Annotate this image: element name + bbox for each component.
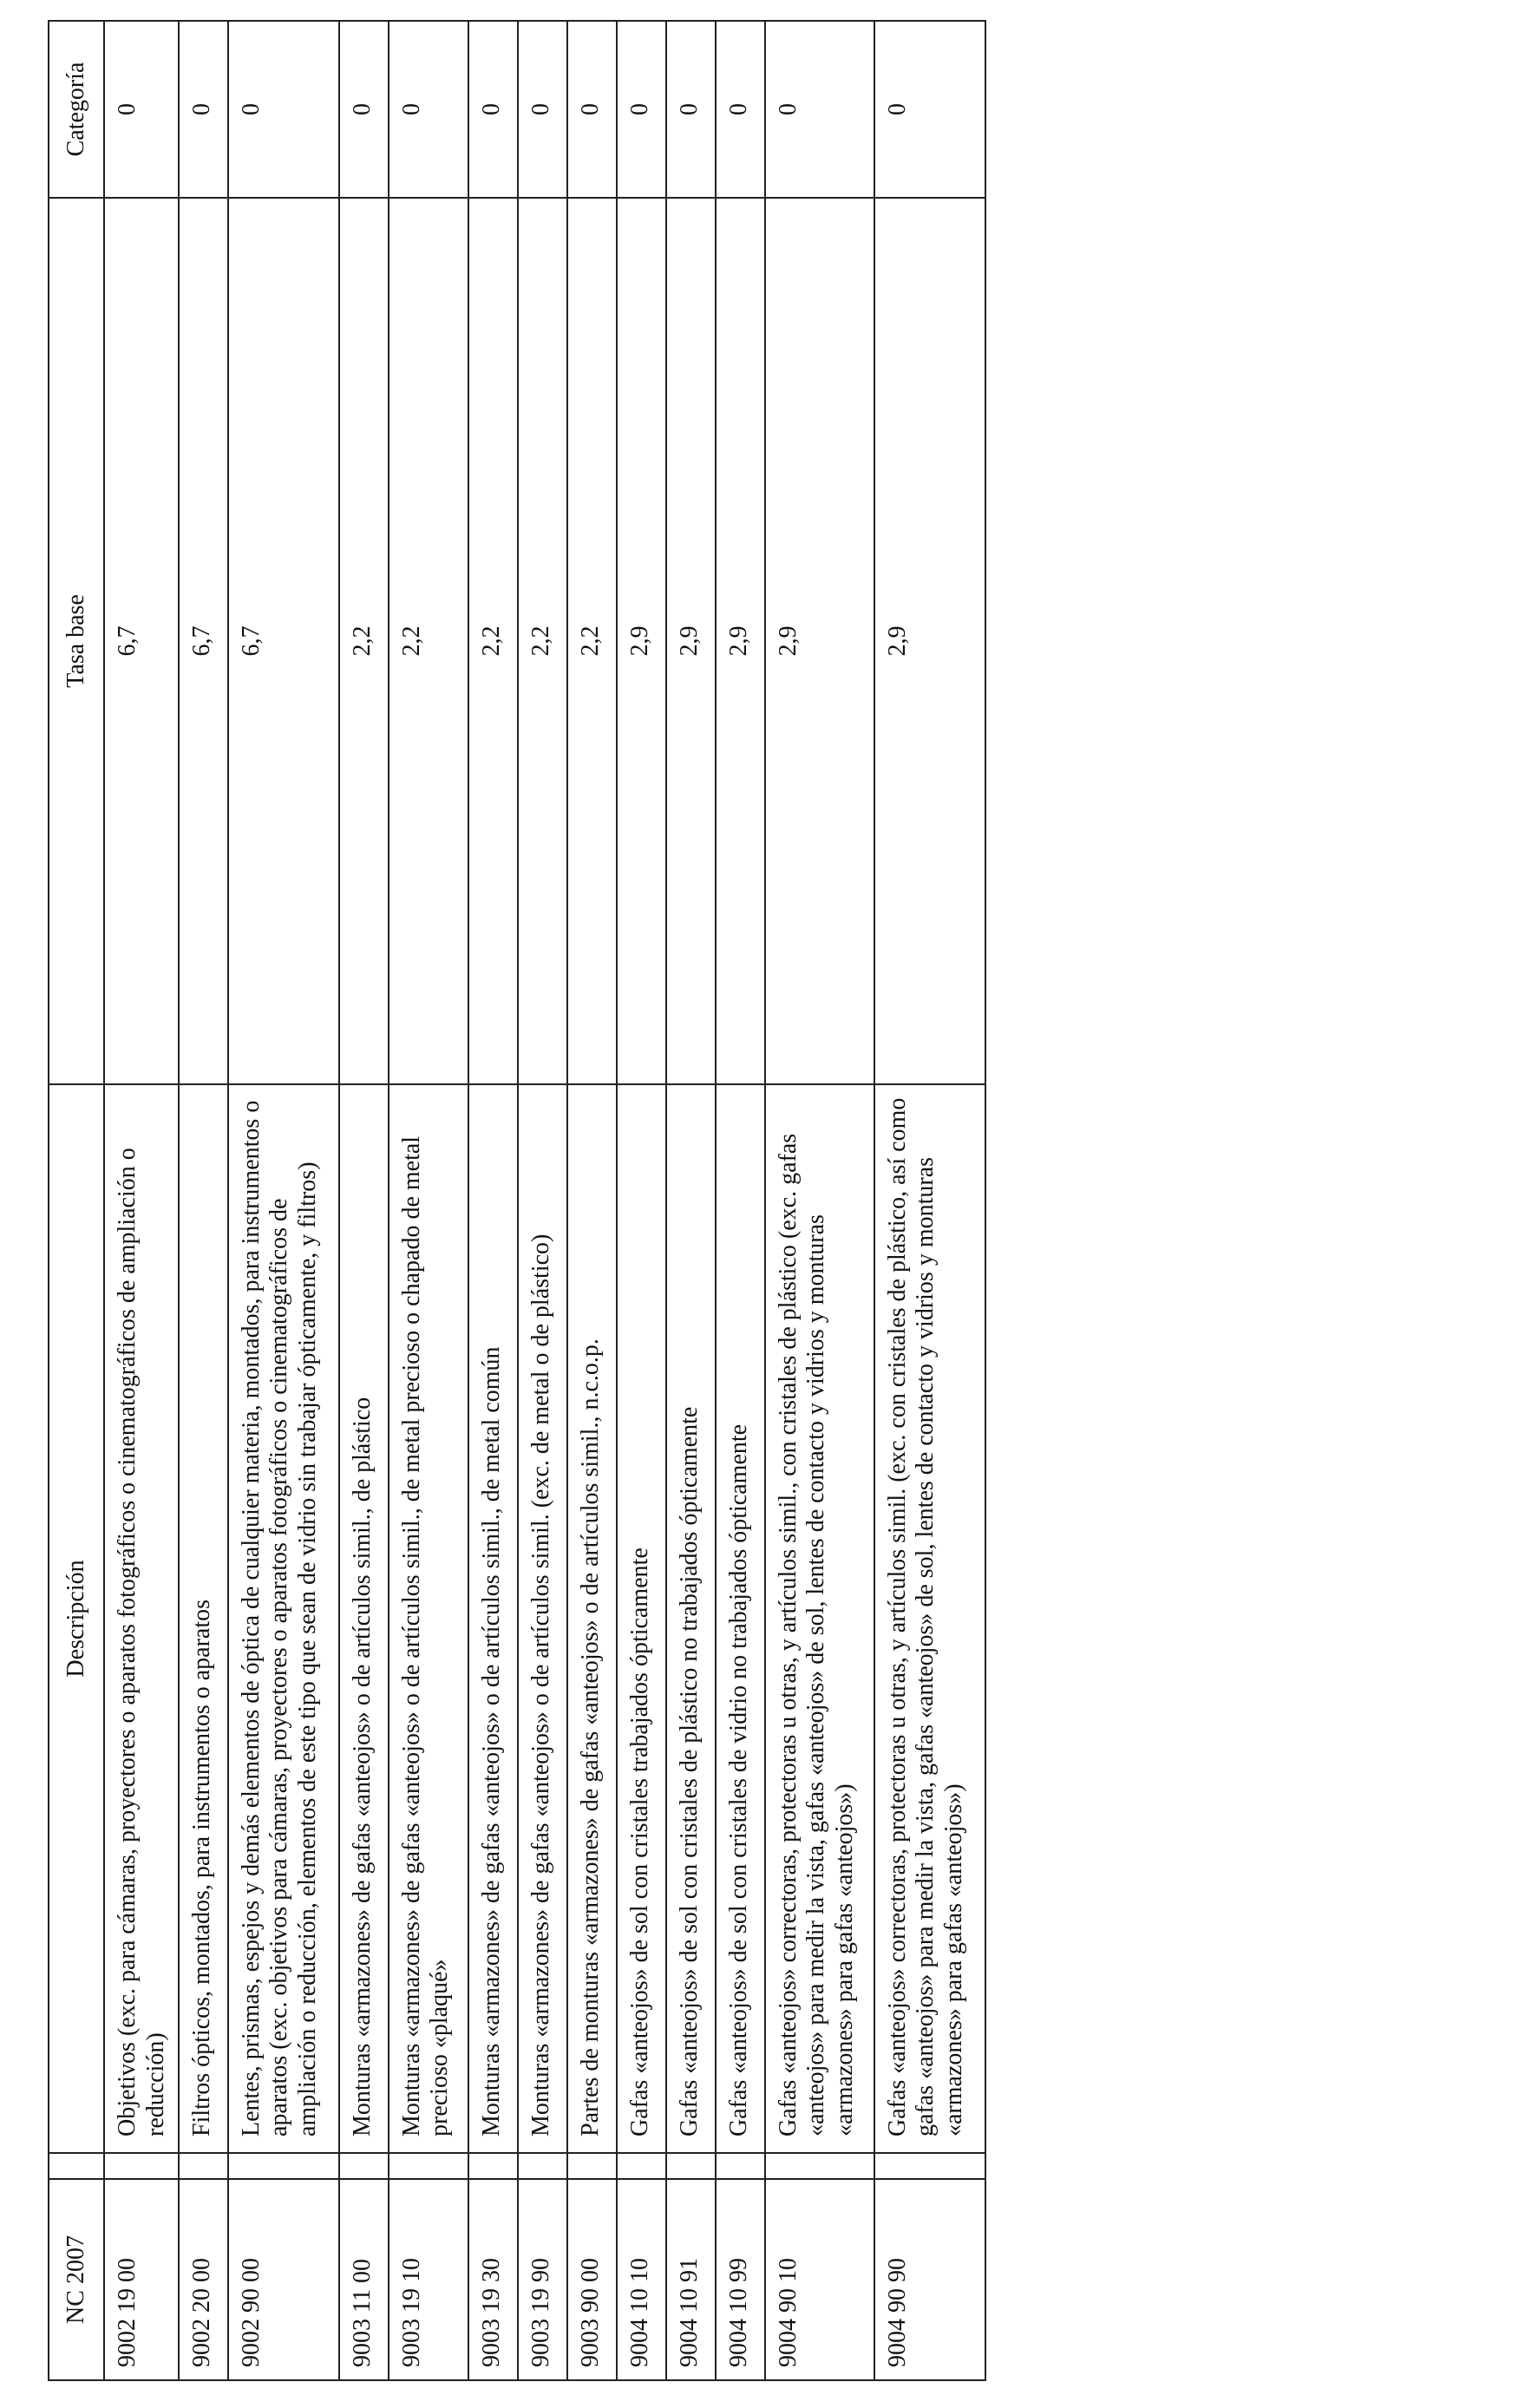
nc-cell: 9002 20 00 [179,2179,228,2380]
spacer-cell [104,2153,179,2179]
header-description: Descripción [49,1084,104,2153]
header-spacer [49,2153,104,2179]
spacer-cell [228,2153,339,2179]
base-rate-cell: 2,2 [339,198,389,1084]
category-cell: 0 [228,21,339,198]
spacer-cell [339,2153,389,2179]
category-cell: 0 [666,21,716,198]
base-rate-cell: 6,7 [179,198,228,1084]
base-rate-cell: 2,9 [874,198,985,1084]
nc-cell: 9004 10 91 [666,2179,716,2380]
nc-cell: 9003 19 30 [468,2179,518,2380]
spacer-cell [874,2153,985,2179]
category-cell: 0 [104,21,179,198]
spacer-cell [389,2153,468,2179]
nc-cell: 9004 90 10 [765,2179,874,2380]
category-cell: 0 [874,21,985,198]
description-cell: Gafas «anteojos» correctoras, protectoras u otras, y artículos simil. (exc. con cristales de plástico, así como gafas «anteojos» para medir la vista, gafas «anteojos» de sol, lentes de contacto y vidrios y monturas «armazones» para gafas «anteojos») [874,1084,985,2153]
spacer-cell [765,2153,874,2179]
table-row [716,21,765,2380]
table-row [765,21,874,2380]
spacer-cell [179,2153,228,2179]
base-rate-cell: 2,2 [468,198,518,1084]
table-row [104,21,179,2380]
description-cell: Gafas «anteojos» de sol con cristales de vidrio no trabajados ópticamente [716,1084,765,2153]
base-rate-cell: 2,9 [617,198,666,1084]
base-rate-cell: 6,7 [228,198,339,1084]
description-cell: Monturas «armazones» de gafas «anteojos» o de artículos simil., de metal precioso o chapado de metal precioso «plaqué» [389,1084,468,2153]
table-row [567,21,617,2380]
description-cell: Partes de monturas «armazones» de gafas «anteojos» o de artículos simil., n.c.o.p. [567,1084,617,2153]
description-cell: Monturas «armazones» de gafas «anteojos» o de artículos simil. (exc. de metal o de plástico) [518,1084,567,2153]
table-row [874,21,985,2380]
tariff-table [48,20,986,2381]
nc-cell: 9004 90 90 [874,2179,985,2380]
category-cell: 0 [765,21,874,198]
category-cell: 0 [179,21,228,198]
base-rate-cell: 2,2 [389,198,468,1084]
spacer-cell [468,2153,518,2179]
base-rate-cell: 6,7 [104,198,179,1084]
nc-cell: 9004 10 99 [716,2179,765,2380]
description-cell: Gafas «anteojos» de sol con cristales de plástico no trabajados ópticamente [666,1084,716,2153]
description-cell: Gafas «anteojos» correctoras, protectoras u otras, y artículos simil., con cristales de plástico (exc. gafas «anteojos» para medir la vista, gafas «anteojos» de sol, lentes de contacto y vidrios y monturas «armazones» para gafas «anteojos») [765,1084,874,2153]
header-category: Categoría [49,21,104,198]
base-rate-cell: 2,9 [765,198,874,1084]
nc-cell: 9003 19 90 [518,2179,567,2380]
description-cell: Monturas «armazones» de gafas «anteojos» o de artículos simil., de plástico [339,1084,389,2153]
category-cell: 0 [468,21,518,198]
table-row [179,21,228,2380]
spacer-cell [567,2153,617,2179]
nc-cell: 9004 10 10 [617,2179,666,2380]
table-row [339,21,389,2380]
category-cell: 0 [567,21,617,198]
description-cell: Filtros ópticos, montados, para instrumentos o aparatos [179,1084,228,2153]
table-row [666,21,716,2380]
table-row [617,21,666,2380]
rotated-page [48,22,1123,2381]
spacer-cell [518,2153,567,2179]
category-cell: 0 [518,21,567,198]
spacer-cell [716,2153,765,2179]
description-cell: Monturas «armazones» de gafas «anteojos» o de artículos simil., de metal común [468,1084,518,2153]
nc-cell: 9002 90 00 [228,2179,339,2380]
table-header-row [49,21,104,2380]
category-cell: 0 [716,21,765,198]
header-nc: NC 2007 [49,2179,104,2380]
category-cell: 0 [389,21,468,198]
base-rate-cell: 2,2 [518,198,567,1084]
description-cell: Lentes, prismas, espejos y demás elementos de óptica de cualquier materia, montados, para instrumentos o aparatos (exc. objetivos para cámaras, proyectores o aparatos fotográficos o cinematográficos de ampliación o reducción, elementos de este tipo que sean de vidrio sin trabajar ópticamente, y filtros) [228,1084,339,2153]
nc-cell: 9003 90 00 [567,2179,617,2380]
description-cell: Objetivos (exc. para cámaras, proyectores o aparatos fotográficos o cinematográficos de ampliación o reducción) [104,1084,179,2153]
table-row [228,21,339,2380]
nc-cell: 9002 19 00 [104,2179,179,2380]
description-cell: Gafas «anteojos» de sol con cristales trabajados ópticamente [617,1084,666,2153]
base-rate-cell: 2,2 [567,198,617,1084]
table-row [518,21,567,2380]
nc-cell: 9003 11 00 [339,2179,389,2380]
nc-cell: 9003 19 10 [389,2179,468,2380]
table-row [468,21,518,2380]
category-cell: 0 [617,21,666,198]
base-rate-cell: 2,9 [666,198,716,1084]
spacer-cell [666,2153,716,2179]
base-rate-cell: 2,9 [716,198,765,1084]
table-row [389,21,468,2380]
spacer-cell [617,2153,666,2179]
header-base-rate: Tasa base [49,198,104,1084]
category-cell: 0 [339,21,389,198]
